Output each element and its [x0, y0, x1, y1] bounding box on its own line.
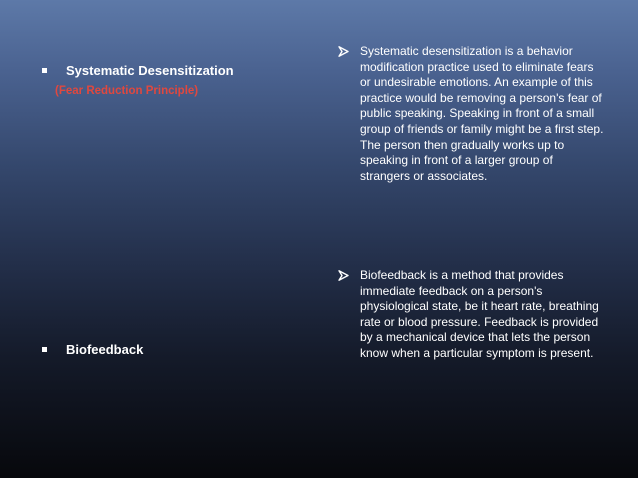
- paragraph-text: Biofeedback is a method that provides immediate feedback on a person's physiological state, be it heart rate, breathing rate or blood pressure. Feedback is provided by a mechanical device that lets the person know when a particular symptom is present.: [360, 268, 599, 360]
- bullet-label: Systematic Desensitization: [66, 63, 234, 78]
- subtitle-fear-reduction: (Fear Reduction Principle): [55, 85, 199, 97]
- paragraph-biofeedback: [338, 268, 606, 362]
- arrowhead-bullet-icon: [338, 44, 360, 57]
- bullet-item-systematic-desensitization: [42, 63, 234, 78]
- paragraph-systematic-desensitization: [338, 44, 606, 184]
- bullet-label: Biofeedback: [66, 342, 144, 357]
- arrowhead-bullet-icon: [338, 268, 360, 281]
- square-bullet-icon: [42, 347, 47, 352]
- paragraph-text: Systematic desensitization is a behavior modification practice used to eliminate fears or undesirable emotions. An example of this practice would be removing a person's fear of public speaking. Speaking in front of a small group of friends or family might be a first step. The person then gradually works up to speaking in front of a larger group of strangers or associates.: [360, 44, 604, 183]
- square-bullet-icon: [42, 68, 47, 73]
- bullet-item-biofeedback: [42, 342, 143, 357]
